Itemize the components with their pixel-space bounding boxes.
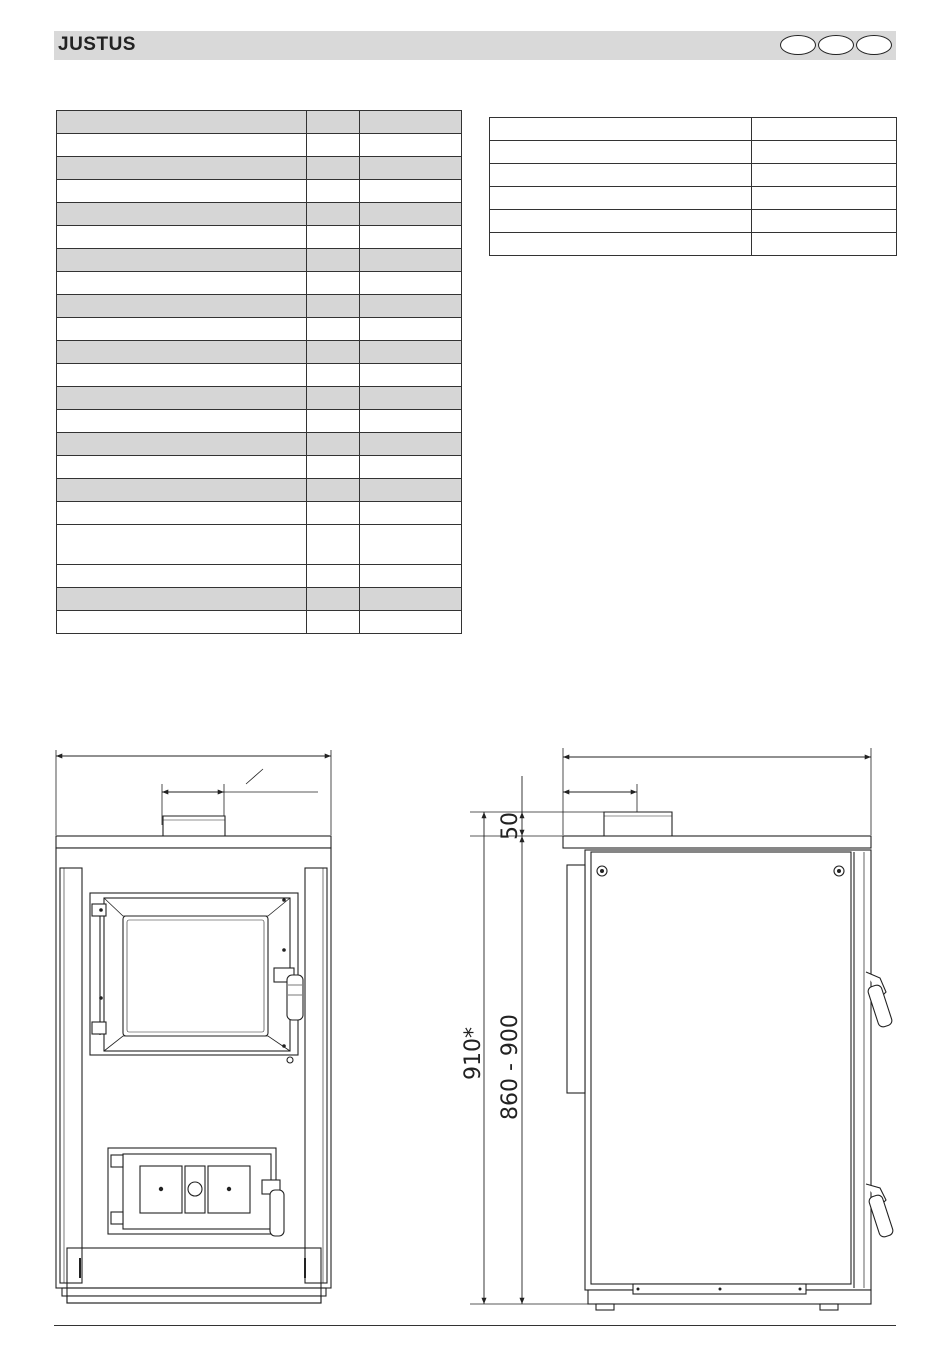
table-cell [360,387,462,410]
table-cell [490,187,752,210]
table-cell [307,387,360,410]
table-cell [57,203,307,226]
table-cell [57,341,307,364]
table-cell [307,272,360,295]
table-cell [360,295,462,318]
header-bar [54,31,896,60]
table-cell [360,364,462,387]
table-cell [360,226,462,249]
table-cell [307,249,360,272]
table-cell [490,210,752,233]
table-cell [307,134,360,157]
table-row [57,364,462,387]
table-cell [360,611,462,634]
table-cell [360,433,462,456]
table-cell [490,141,752,164]
table-cell [57,272,307,295]
table-row [57,295,462,318]
table-cell [57,410,307,433]
table-cell [57,525,307,565]
footer-rule [54,1325,896,1326]
table-row [57,157,462,180]
table-row [57,410,462,433]
table-row [490,187,897,210]
table-row [57,433,462,456]
table-cell [307,456,360,479]
table-cell [307,295,360,318]
table-cell [307,318,360,341]
table-row [57,111,462,134]
language-badge [818,35,854,55]
table-row [57,611,462,634]
dim-top-label: 50 [498,812,523,840]
table-cell [307,565,360,588]
table-cell [307,226,360,249]
table-cell [360,410,462,433]
table-cell [307,203,360,226]
table-cell [307,502,360,525]
table-row [57,272,462,295]
table-cell [57,565,307,588]
table-cell [490,118,752,141]
table-cell [360,157,462,180]
table-row [57,479,462,502]
table-cell [57,479,307,502]
table-cell [752,164,897,187]
table-row [57,318,462,341]
table-row [57,525,462,565]
connection-data-table [489,117,897,256]
table-row [57,456,462,479]
table-row [57,565,462,588]
table-cell [360,565,462,588]
stove-dimension-drawing [0,740,950,1330]
language-badges [780,35,892,55]
table-cell [360,456,462,479]
table-cell [752,118,897,141]
table-cell [57,611,307,634]
table-row [57,341,462,364]
table-row [57,180,462,203]
table-cell [360,502,462,525]
table-row [490,233,897,256]
front-view [56,750,331,1303]
table-cell [57,134,307,157]
table-cell [360,272,462,295]
table-cell [360,588,462,611]
table-cell [752,210,897,233]
table-row [57,387,462,410]
table-row [490,141,897,164]
table-cell [490,164,752,187]
table-cell [360,479,462,502]
table-row [490,210,897,233]
table-row [490,118,897,141]
table-cell [360,341,462,364]
table-row [57,502,462,525]
table-cell [307,525,360,565]
table-row [57,134,462,157]
table-cell [360,180,462,203]
table-cell [57,456,307,479]
table-cell [307,410,360,433]
table-cell [752,233,897,256]
table-cell [307,180,360,203]
table-cell [307,111,360,134]
table-cell [307,479,360,502]
table-cell [57,364,307,387]
table-cell [57,318,307,341]
table-cell [360,111,462,134]
table-cell [57,387,307,410]
brand-logo: JUSTUS [58,34,136,55]
language-badge [856,35,892,55]
table-cell [307,588,360,611]
table-cell [360,318,462,341]
table-cell [360,525,462,565]
table-cell [307,157,360,180]
table-row [57,226,462,249]
table-cell [57,180,307,203]
table-cell [57,157,307,180]
dim-total-height-label: 910* [461,1027,486,1080]
dim-height-range-label: 860 - 900 [498,1014,523,1120]
table-cell [307,364,360,387]
table-row [490,164,897,187]
table-cell [307,611,360,634]
table-cell [307,433,360,456]
table-cell [57,226,307,249]
table-cell [360,249,462,272]
table-row [57,249,462,272]
table-cell [307,341,360,364]
table-cell [752,141,897,164]
language-badge [780,35,816,55]
table-cell [57,249,307,272]
table-cell [360,134,462,157]
table-row [57,588,462,611]
table-cell [57,295,307,318]
table-cell [57,502,307,525]
table-cell [57,588,307,611]
table-cell [57,433,307,456]
technical-data-table [56,110,462,634]
table-row [57,203,462,226]
side-view [470,748,894,1310]
table-cell [752,187,897,210]
table-cell [490,233,752,256]
table-cell [360,203,462,226]
table-cell [57,111,307,134]
